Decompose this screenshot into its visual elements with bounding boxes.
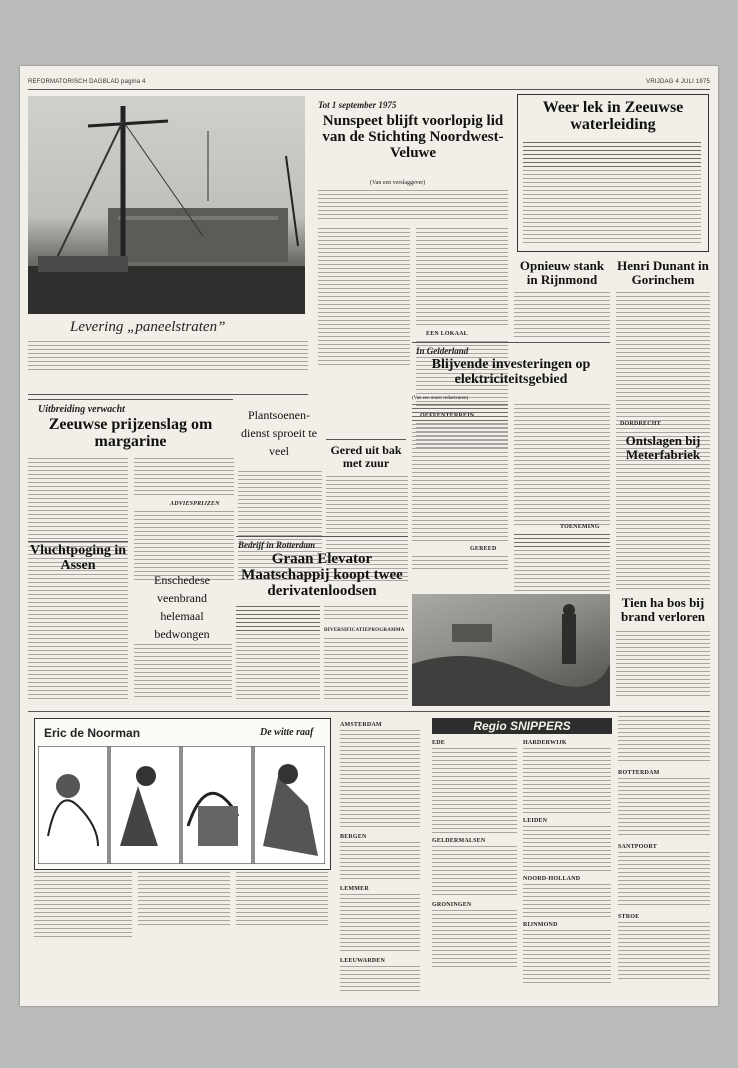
bos-title: Tien ha bos bij brand verloren (621, 595, 705, 624)
prijzen-title: Zeeuwse prijzenslag om margarine (48, 416, 213, 450)
regio-noord-holland-text (523, 884, 611, 920)
graan-col1 (236, 606, 320, 704)
regio-place-geldermalsen: GELDERMALSEN (432, 838, 486, 844)
stank-body (514, 292, 610, 342)
newspaper-page (20, 66, 718, 1006)
crane-photo (28, 96, 305, 314)
masthead-date: VRIJDAG 4 JULI 1975 (646, 79, 710, 85)
photo1-caption: Levering „paneelstraten” (70, 319, 226, 335)
stank-title: Opnieuw stank in Rijnmond (519, 258, 605, 287)
graan-col2 (324, 606, 408, 626)
rule (28, 541, 128, 542)
workers-illustration (412, 594, 610, 706)
comic-text-col2 (138, 872, 230, 932)
regio-bergen-text (340, 842, 420, 882)
nunspeet-col2 (416, 228, 508, 328)
regio-place-rijnmond: RIJNMOND (523, 922, 558, 928)
rule (28, 399, 233, 400)
dordrecht-title: Ontslagen bij Meterfabriek (625, 433, 701, 462)
comic-text-col1 (34, 872, 132, 992)
graan-title: Graan Elevator Maatschappij koopt twee derivatenloodsen (241, 551, 403, 599)
regio-lemmer-text (340, 894, 420, 954)
prijzen-col2 (134, 458, 234, 498)
regio-place-ede: EDE (432, 740, 445, 746)
rule (412, 342, 610, 343)
rule (326, 439, 406, 440)
comic-title: De witte raaf (260, 727, 314, 738)
regio-santpoort-text (618, 852, 710, 910)
regio-geldermalsen-text (432, 846, 517, 898)
dunant-title: Henri Dunant in Gorinchem (617, 258, 709, 287)
gelderland-col2 (514, 404, 610, 529)
regio-header: Regio SNIPPERS (432, 718, 612, 734)
regio-ede-text (432, 748, 517, 836)
waterlek-title: Weer lek in Zeeuwse waterleiding (542, 99, 684, 133)
regio-groningen-text (432, 910, 517, 970)
rule (236, 536, 408, 537)
masthead-paper: REFORMATORISCH DAGBLAD pagina 4 (28, 79, 146, 85)
dordrecht-body (616, 468, 710, 593)
masthead (28, 76, 710, 88)
rule (28, 711, 710, 712)
regio-place-noord-holland: NOORD-HOLLAND (523, 876, 581, 882)
regio-rijnmond-text (523, 930, 611, 986)
nunspeet-intro (318, 190, 508, 225)
waterlek-body (523, 142, 701, 246)
regio-place-bergen: BERGEN (340, 834, 367, 840)
regio-leiden-text (523, 826, 611, 874)
gelderland-col1 (412, 404, 508, 544)
rule (28, 394, 308, 395)
regio-harderwijk-text (523, 748, 611, 816)
gelderland-title: Blijvende investeringen op elektriciteitsgebied (431, 357, 591, 387)
diversificatie-subhead: DIVERSIFICATIEPROGRAMMA (324, 628, 405, 633)
diversificatie-text (324, 638, 408, 704)
vluchtpoging-body (28, 582, 128, 702)
comic-illustration (38, 746, 325, 864)
toeneming-subhead: TOENEMING (560, 524, 600, 530)
veenbrand-body (134, 644, 232, 702)
regio-place-amsterdam: AMSTERDAM (340, 722, 382, 728)
gered-title: Gered uit bak met zuur (330, 443, 402, 470)
regio-rotterdam-text (618, 778, 710, 840)
nunspeet-title: Nunspeet blijft voorlopig lid van de Stichting Noordwest-Veluwe (322, 113, 504, 161)
gelderland-byline: (Van een onzer redacteuren) (412, 396, 469, 401)
regio-place-leiden: LEIDEN (523, 818, 548, 824)
regio-place-harderwijk: HARDERWIJK (523, 740, 567, 746)
gereed-subhead: GEREED (470, 546, 497, 552)
prijzen-kicker: Uitbreiding verwacht (38, 404, 125, 415)
regio-place-groningen: GRONINGEN (432, 902, 472, 908)
regio-intro-text (618, 716, 710, 766)
comic-text-col3 (236, 872, 328, 932)
vluchtpoging-title: Vluchtpoging in Assen (29, 543, 127, 573)
bos-body (616, 631, 710, 701)
gereed-text (412, 556, 508, 574)
regio-amsterdam-text (340, 730, 420, 830)
regio-place-lemmer: LEMMER (340, 886, 369, 892)
regio-place-rotterdam: ROTTERDAM (618, 770, 660, 776)
toeneming-text (514, 534, 610, 594)
comic-author: Eric de Noorman (44, 726, 141, 740)
photo1-caption-text (28, 341, 308, 386)
crane-illustration (28, 96, 305, 314)
workers-photo (412, 594, 610, 706)
veenbrand-title: Enschedese veenbrand helemaal bedwongen (154, 573, 210, 641)
regio-place-stroe: STROE (618, 914, 640, 920)
regio-leeuwarden-text (340, 966, 420, 994)
adviesprijzen-subhead: ADVIESPRIJZEN (170, 501, 220, 507)
nunspeet-col1 (318, 228, 410, 368)
regio-place-leeuwarden: LEEUWARDEN (340, 958, 386, 964)
nunspeet-kicker: Tot 1 september 1975 (318, 100, 397, 110)
dordrecht-kicker: DORDRECHT (620, 421, 661, 427)
gelderland-kicker: In Gelderland (416, 346, 469, 356)
regio-place-santpoort: SANTPOORT (618, 844, 657, 850)
graan-kicker: Bedrijf in Rotterdam (238, 540, 316, 550)
masthead-rule (28, 89, 710, 90)
nunspeet-byline: (Van een verslaggever) (370, 180, 426, 186)
regio-stroe-text (618, 922, 710, 984)
eenlokaal-subhead: EEN LOKAAL (426, 331, 468, 337)
comic-panels (38, 746, 325, 864)
plantsoen-title: Plantsoenen-dienst sproeit te veel (241, 408, 317, 458)
